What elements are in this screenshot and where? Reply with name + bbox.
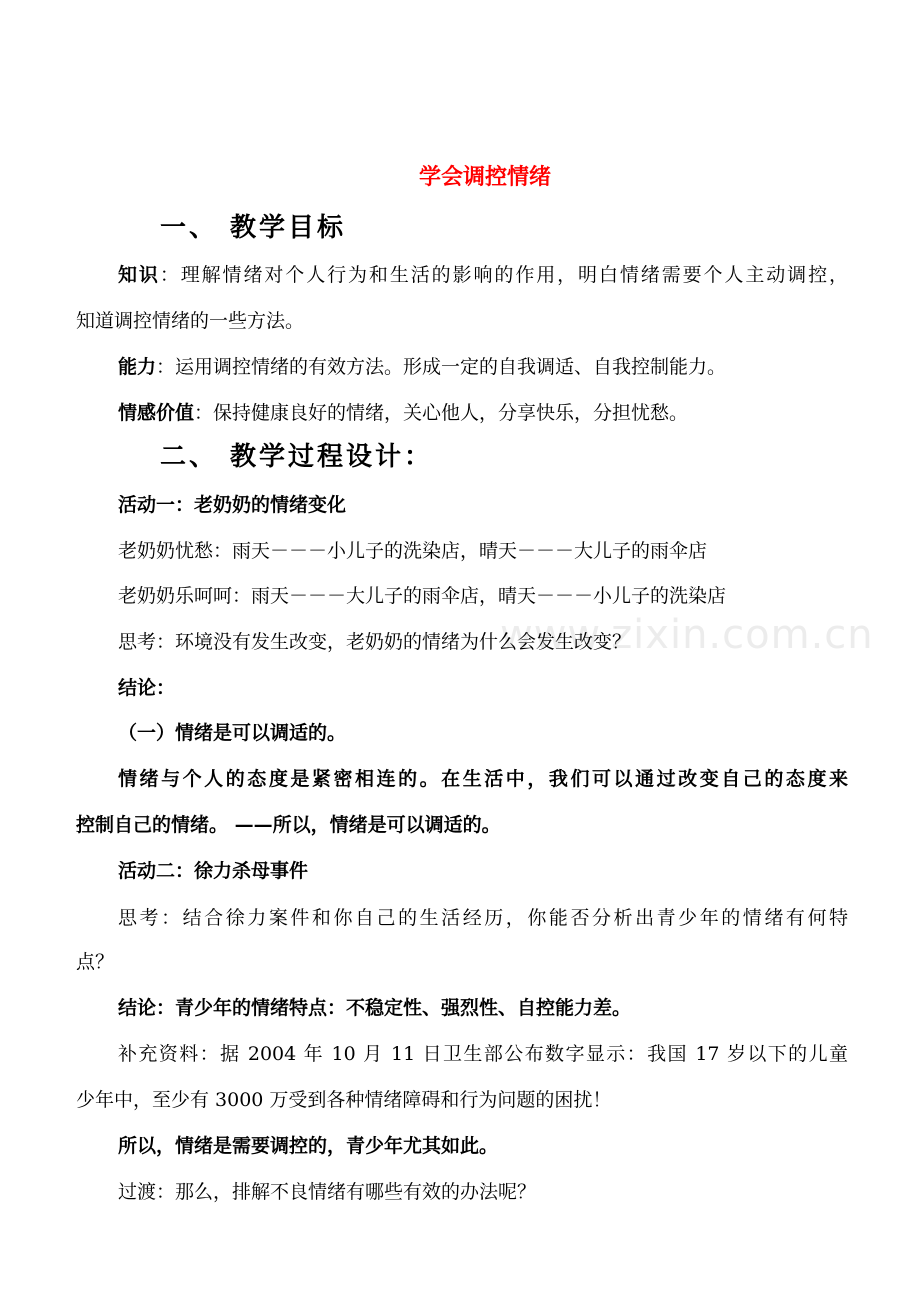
grandma-happy-line: 老奶奶乐呵呵：雨天－－－大儿子的雨伞店，晴天－－－小儿子的洗染店 xyxy=(118,585,727,607)
section-heading-process: 二、 教学过程设计： xyxy=(160,442,434,472)
grandma-worry-line: 老奶奶忧愁：雨天－－－小儿子的洗染店，晴天－－－大儿子的雨伞店 xyxy=(118,540,708,562)
watermark: www.zixin.com.cn xyxy=(500,612,874,658)
emotion-value-text: ：保持健康良好的情绪，关心他人，分享快乐，分担忧愁。 xyxy=(194,402,689,424)
conclusion-two: 结论：青少年的情绪特点：不稳定性、强烈性、自控能力差。 xyxy=(118,997,632,1019)
knowledge-paragraph-line-2: 知道调控情绪的一些方法。 xyxy=(76,310,305,332)
activity-two-title: 活动二：徐力杀母事件 xyxy=(118,860,309,882)
therefore-line: 所以，情绪是需要调控的，青少年尤其如此。 xyxy=(118,1135,499,1157)
emotion-value-paragraph xyxy=(118,400,688,426)
document-title: 学会调控情绪 xyxy=(418,165,551,190)
knowledge-text: ：理解情绪对个人行为和生活的影响的作用，明白情绪需要个人主动调控， xyxy=(159,264,848,286)
emotion-value-label: 情感价值 xyxy=(118,402,195,424)
think-question-two-line-1: 思考：结合徐力案件和你自己的生活经历，你能否分析出青少年的情绪有何特 xyxy=(118,907,848,929)
activity-one-title: 活动一：老奶奶的情绪变化 xyxy=(118,494,347,516)
think-question-one: 思考：环境没有发生改变，老奶奶的情绪为什么会发生改变？ xyxy=(118,631,632,653)
knowledge-label: 知识 xyxy=(118,264,160,286)
think-question-two-line-2: 点？ xyxy=(76,951,115,973)
attitude-paragraph-line-1: 情绪与个人的态度是紧密相连的。在生活中，我们可以通过改变自己的态度来 xyxy=(118,768,848,790)
transition-line: 过渡：那么，排解不良情绪有哪些有效的办法呢？ xyxy=(118,1181,537,1203)
knowledge-paragraph-line-1 xyxy=(118,262,848,288)
conclusion-label: 结论： xyxy=(118,677,176,699)
ability-text: ：运用调控情绪的有效方法。形成一定的自我调适、自我控制能力。 xyxy=(156,356,727,378)
point-one-title: （一）情绪是可以调适的。 xyxy=(118,722,347,744)
section-heading-goals: 一、 教学目标 xyxy=(160,213,347,243)
ability-label: 能力 xyxy=(118,356,157,378)
attitude-paragraph-line-2: 控制自己的情绪。 ——所以，情绪是可以调适的。 xyxy=(76,814,501,836)
supplement-line-1: 补充资料：据 2004 年 10 月 11 日卫生部公布数字显示：我国 17 岁以下的儿童 xyxy=(118,1043,848,1065)
ability-paragraph xyxy=(118,354,726,380)
supplement-line-2: 少年中，至少有 3000 万受到各种情绪障碍和行为问题的困扰！ xyxy=(76,1089,612,1111)
